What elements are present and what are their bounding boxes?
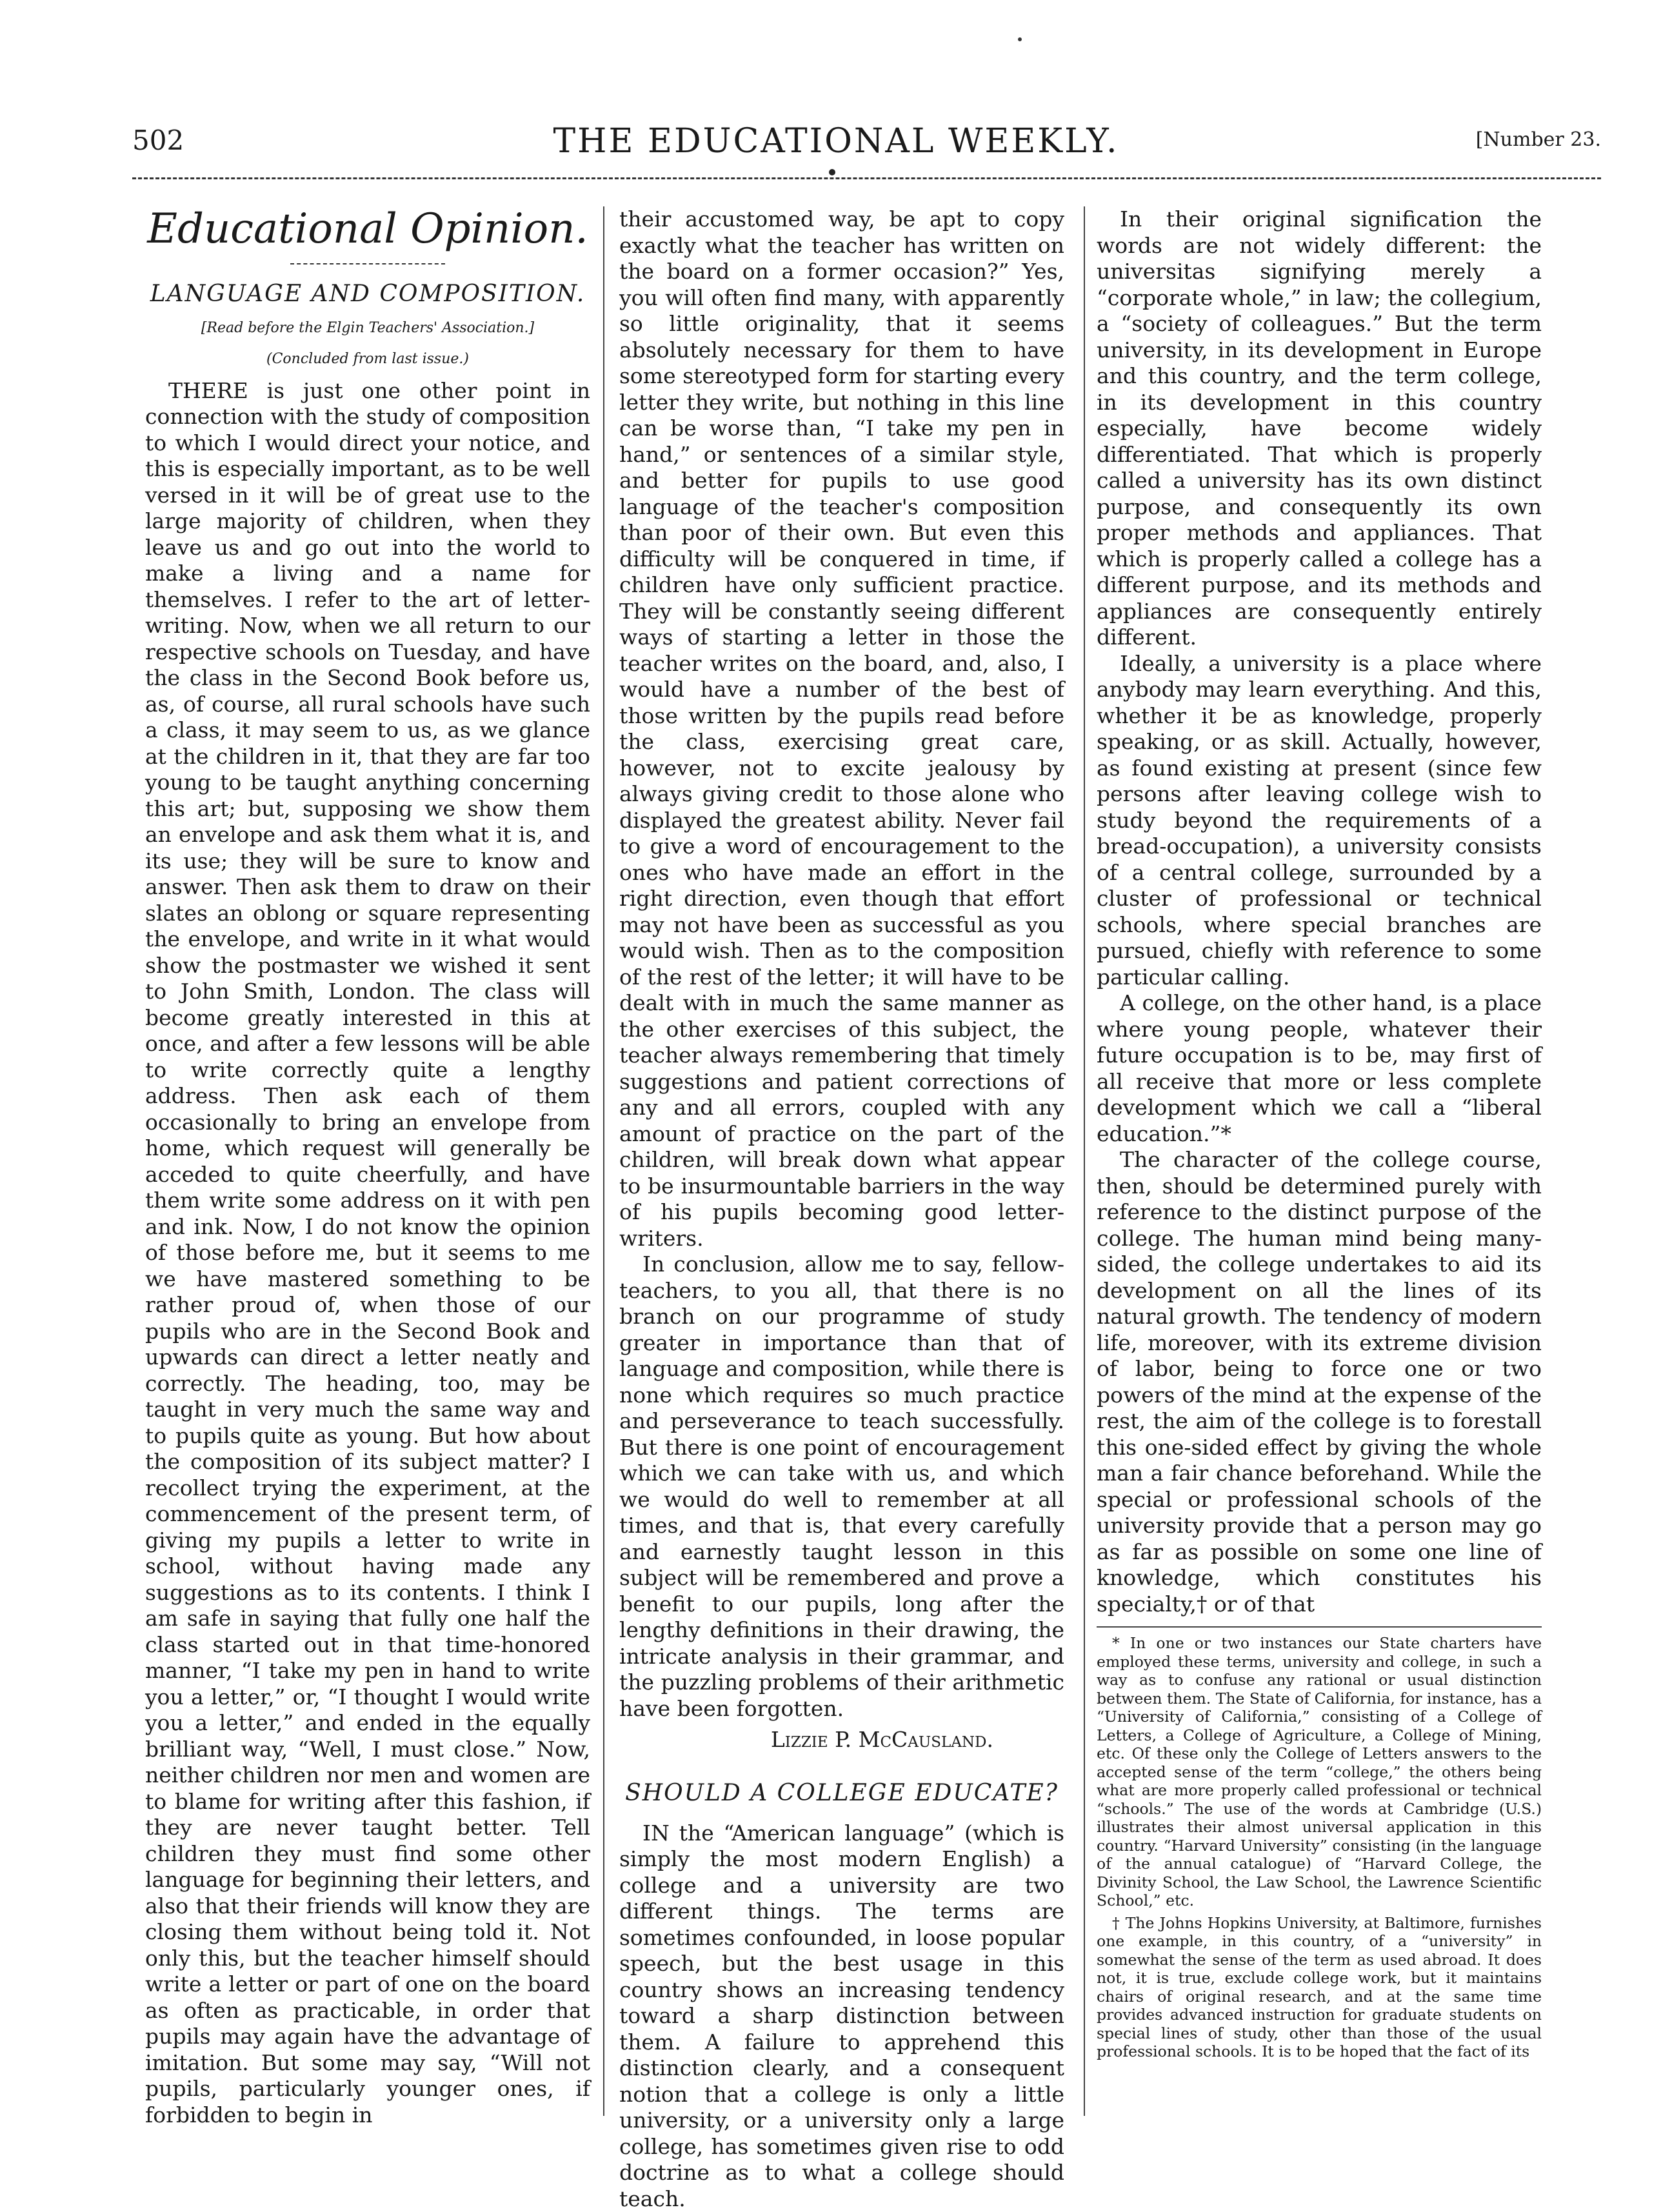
footnote: * In one or two instances our State charters have employed these terms, university and college, in such a way as to confuse any rational or usual distinction between them. The State of California, for instance, has a “University of California,” consisting of a College of Letters, a College of Agriculture, a College of Mining, etc. Of these only the College of Letters answers to the accepted sense of the term “college,” the others being what are more properly called professional or technical “schools.” The use of the words at Cambridge (U.S.) illustrates their almost universal application in this country. “Harvard University” consisting (in the language of the annual catalogue) of “Harvard College, the Divinity School, the Law School, the Lawrence Scientific School,” etc. — [1097, 1634, 1542, 1910]
column-2 — [619, 206, 1064, 2212]
section-rule — [290, 263, 445, 264]
paragraph: A college, on the other hand, is a place where young people, whatever their future occupation is to be, may first of all receive that more or less complete development which we call a “liberal education.”* — [1097, 990, 1542, 1147]
column-rule-1 — [603, 206, 604, 2116]
paragraph: their accustomed way, be apt to copy exactly what the teacher has written on the board on a former occasion?” Yes, you will often find many, with apparently so little originality, that it seems absolutely necessary for them to have some stereotyped form for starting every letter they write, but nothing in this line can be worse than, “I take my pen in hand,” or sentences of a similar style, and better for pupils to use good language of the teacher's composition than poor of their own. But even this difficulty will be conquered in time, if children have only sufficient practice. They will be constantly seeing different ways of starting a letter in those the teacher writes on the board, and, also, I would have a number of the best of those written by the pupils read before the class, exercising great care, however, not to excite jealousy by always giving credit to those alone who displayed the greatest ability. Never fail to give a word of encouragement to the ones who have made an effort in the right direction, even though that effort may not have been as successful as you would wish. Then as to the composition of the rest of the letter; it will have to be dealt with in much the same manner as the other exercises of this subject, the teacher always remembering that timely suggestions and patient corrections of any and all errors, coupled with any amount of practice on the part of the children, will break down what appear to be insurmountable barriers in the way of his pupils becoming good letter-writers. — [619, 206, 1064, 1251]
column-1 — [145, 206, 590, 2128]
paragraph: Ideally, a university is a place where anybody may learn everything. And this, whether it be as knowledge, properly speaking, or as skill. Actually, however, as found existing at present (since few persons after leaving college wish to study beyond the requirements of a bread-occupation), a university consists of a central college, surrounded by a cluster of professional or technical schools, where special branches are pursued, chiefly with reference to some particular calling. — [1097, 651, 1542, 991]
header-ornament — [829, 169, 835, 175]
footnote-rule — [1097, 1626, 1542, 1628]
publication-title: THE EDUCATIONAL WEEKLY. — [0, 122, 1672, 161]
article-title: LANGUAGE AND COMPOSITION. — [145, 281, 590, 308]
page-number: 502 — [132, 125, 184, 156]
issue-number: [Number 23. — [1476, 128, 1601, 151]
footnote: † The Johns Hopkins University, at Baltimore, furnishes one example, in this country, of a “university” in somewhat the sense of the term as used abroad. It does not, it is true, exclude college work, but it maintains chairs of original research, and at the same time provides advanced instruction for graduate students on special lines of study, other than those of the usual professional schools. It is to be hoped that the fact of its — [1097, 1914, 1542, 2061]
paragraph: In their original signification the words are not widely different: the universitas signifying merely a “corporate whole,” in law; the collegium, a “society of colleagues.” But the term university, in its development in Europe and this country, and the term college, in its development in this country especially, have become widely differentiated. That which is properly called a university has its own distinct purpose, and consequently its own proper methods and appliances. That which is properly called a college has a different purpose, and its methods and appliances are consequently entirely different. — [1097, 206, 1542, 651]
article-title: SHOULD A COLLEGE EDUCATE? — [619, 1779, 1064, 1808]
paragraph: In conclusion, allow me to say, fellow-teachers, to you all, that there is no branch on our programme of study greater in importance than that of language and composition, while there is none which requires so much practice and perseverance to teach successfully. But there is one point of encouragement which we can take with us, and which we would do well to remember at all times, and that is, that every carefully and earnestly taught lesson in this subject will be remembered and prove a benefit to our pupils, long after the lengthy definitions in their drawing, the intricate analysis in their grammar, and the puzzling problems of their arithmetic have been forgotten. — [619, 1251, 1064, 1722]
paragraph: THERE is just one other point in connection with the study of composition to which I would direct your notice, and this is especially important, as to be well versed in it will be of great use to the large majority of children, when they leave us and go out into the world to make a living and a name for themselves. I refer to the art of letter-writing. Now, when we all return to our respective schools on Tuesday, and have the class in the Second Book before us, as, of course, all rural schools have such a class, it may seem to us, as we glance at the children in it, that they are far too young to be taught anything concerning this art; but, supposing we show them an envelope and ask them what it is, and its use; they will be sure to know and answer. Then ask them to draw on their slates an oblong or square representing the envelope, and write in it what would show the postmaster we wished it sent to John Smith, London. The class will become greatly interested in this at once, and after a few lessons will be able to write correctly quite a lengthy address. Then ask each of them occasionally to bring an envelope from home, which request will generally be acceded to quite cheerfully, and have them write some address on it with pen and ink. Now, I do not know the opinion of those before me, but it seems to me we have mastered something to be rather proud of, when those of our pupils who are in the Second Book and upwards can direct a letter neatly and correctly. The heading, too, may be taught in very much the same way and to pupils quite as young. But how about the composition of its subject matter? I recollect trying the experiment, at the commencement of the present term, of giving my pupils a letter to write in school, without having made any suggestions as to its contents. I think I am safe in saying that fully one half the class started out in that time-honored manner, “I take my pen in hand to write you a letter,” or, “I thought I would write you a letter,” and ended in the equally brilliant way, “Well, I must close.” Now, neither children nor men and women are to blame for writing after this fashion, if they are never taught better. Tell children they must find some other language for beginning their letters, and also that their friends will know they are closing them without being told it. Not only this, but the teacher himself should write a letter or part of one on the board as often as practicable, in order that pupils may again have the advantage of imitation. But some may say, “Will not pupils, particularly younger ones, if forbidden to begin in — [145, 378, 590, 2129]
continuation-note: (Concluded from last issue.) — [145, 346, 590, 373]
scan-speck — [1018, 37, 1022, 41]
author-signature: Lizzie P. McCausland. — [619, 1727, 1064, 1753]
page-header — [0, 119, 1672, 171]
article-note: [Read before the Elgin Teachers' Association.] — [145, 315, 590, 342]
paragraph: The character of the college course, then, should be determined purely with reference to the distinct purpose of the college. The human mind being many-sided, the college undertakes to aid its development on all the lines of its natural growth. The tendency of modern life, moreover, with its extreme division of labor, being to force one or two powers of the mind at the expense of the rest, the aim of the college is to forestall this one-sided effect by giving the whole man a fair chance beforehand. While the special or professional schools of the university provide that a person may go as far as possible on some one line of knowledge, which constitutes his specialty,† or of that — [1097, 1147, 1542, 1617]
section-title: Educational Opinion. — [145, 206, 590, 252]
paragraph: IN the “American language” (which is simply the most modern English) a college and a university are two different things. The terms are sometimes confounded, in loose popular speech, but the best usage in this country shows an increasing tendency toward a sharp distinction between them. A failure to apprehend this distinction clearly, and a consequent notion that a college is only a little university, or a university only a large college, has sometimes given rise to odd doctrine as to what a college should teach. — [619, 1820, 1064, 2212]
column-3 — [1097, 206, 1542, 2065]
header-rule — [132, 177, 1601, 179]
column-rule-2 — [1084, 206, 1085, 2116]
